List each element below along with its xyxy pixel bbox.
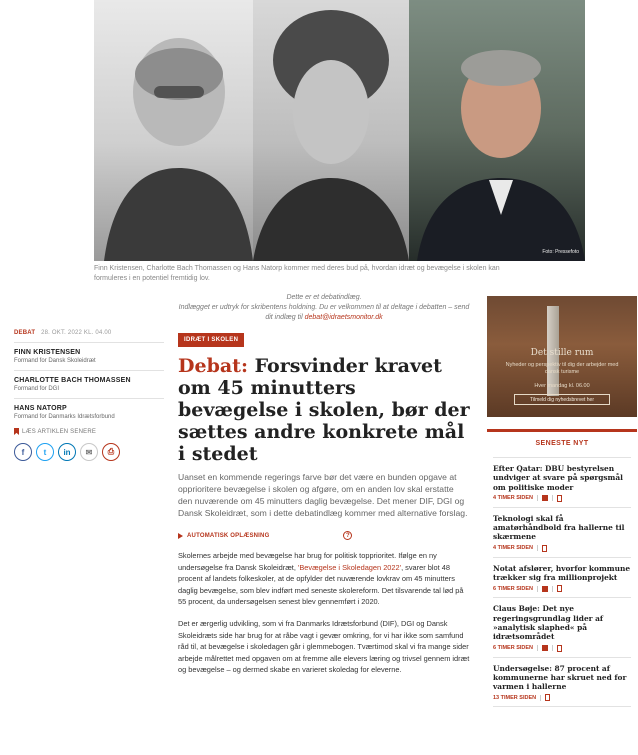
news-item[interactable] — [493, 508, 631, 558]
portrait-hans-natorp — [409, 0, 585, 261]
premium-icon — [542, 586, 548, 592]
portrait-1-figure — [94, 0, 253, 261]
body-paragraph: Det er ærgerlig udvikling, som vi fra Danmarks Idrætsforbund (DIF), DGI og Dansk Skoleidræts side har brug for at råbe vagt i gevær omkring, for vi har ikke som samfund råd til, at bevægelse i skoledagen går i glemmebogen. Tværtimod skal vi fra mange sider arbejde målrettet med opgaven om at fremme alle elevers læring og trivsel gennem idræt og bevægelse – og dermed skabe en varieret skoledag for eleverne. — [178, 618, 470, 675]
lead-paragraph: Uanset en kommende regerings farve bør det være en bunden opgave at opprioritere bevægelse i skolen og afgøre, om en anden lov skal erstatte den nuværende om 45 minutters daglig bevægelse. Det mener DIF, DGI og Dansk Skoleidræt, som i dette debatindlæg kommer med alternative forslag. — [178, 472, 468, 518]
divider — [14, 370, 164, 371]
author-item[interactable] — [14, 377, 164, 392]
ad-title: Det stille rum — [530, 348, 594, 358]
photo-credit: Foto: Pressefoto — [542, 249, 579, 255]
section-tag[interactable]: DEBAT — [14, 330, 36, 336]
news-time: 6 TIMER SIDEN — [493, 585, 534, 592]
article-main — [178, 293, 470, 676]
bookmark-icon — [14, 428, 19, 435]
news-headline[interactable]: Undersøgelse: 87 procent af kommunerne har skruet ned for varmen i hallerne — [493, 663, 627, 692]
author-name[interactable]: HANS NATORP — [14, 405, 67, 412]
debate-note — [178, 293, 470, 323]
author-name[interactable]: CHARLOTTE BACH THOMASSEN — [14, 377, 131, 384]
portrait-charlotte-bach-thomassen — [253, 0, 409, 261]
portrait-2-figure — [253, 0, 409, 261]
audio-player[interactable] — [178, 531, 470, 540]
separator — [537, 645, 538, 651]
hero-image — [94, 0, 585, 261]
news-meta — [493, 495, 631, 502]
separator — [552, 586, 553, 592]
news-time: 4 TIMER SIDEN — [493, 545, 534, 552]
audio-label[interactable]: AUTOMATISK OPLÆSNING — [187, 532, 270, 539]
separator — [537, 495, 538, 501]
debate-note-line1: Dette er et debatindlæg. — [286, 294, 362, 301]
latest-news — [487, 429, 637, 707]
author-role: Formand for Danmarks Idrætsforbund — [14, 414, 115, 420]
share-bar — [14, 443, 164, 461]
author-name[interactable]: FINN KRISTENSEN — [14, 349, 81, 356]
body-p1-start: Skolernes arbejde med bevægelse har brug for politisk topprioritet. Ifølge en ny undersøgelse fra Dansk Skoleidræt, — [178, 551, 437, 572]
author-item[interactable] — [14, 349, 164, 364]
portrait-3-figure — [409, 0, 585, 261]
read-later-label: LÆS ARTIKLEN SENERE — [22, 428, 97, 435]
news-meta — [493, 545, 631, 552]
divider — [14, 398, 164, 399]
news-item[interactable] — [493, 598, 631, 657]
news-time: 6 TIMER SIDEN — [493, 645, 534, 652]
linkedin-share-icon[interactable]: in — [58, 443, 76, 461]
ad-signup-button[interactable]: Tilmeld dig nyhedsbrevet her — [514, 394, 610, 405]
bookmark-icon[interactable] — [542, 545, 547, 552]
bookmark-icon[interactable] — [545, 694, 550, 701]
bookmark-icon[interactable] — [557, 645, 562, 652]
debate-email-link[interactable]: debat@idraetsmonitor.dk — [304, 314, 383, 321]
article-meta — [14, 330, 164, 336]
separator — [552, 495, 553, 501]
news-time: 4 TIMER SIDEN — [493, 495, 534, 502]
news-time: 13 TIMER SIDEN — [493, 694, 537, 701]
body-paragraph — [178, 550, 470, 608]
premium-icon — [542, 495, 548, 501]
news-item[interactable] — [493, 458, 631, 508]
latest-news-title: SENESTE NYT — [493, 432, 631, 458]
ad-schedule: Hver mandag kl. 06.00 — [534, 383, 590, 389]
twitter-share-icon[interactable]: t — [36, 443, 54, 461]
print-icon[interactable]: ⎙ — [102, 443, 120, 461]
news-headline[interactable]: Teknologi skal få amatørhåndbold fra hallerne til skærmene — [493, 513, 625, 542]
article-sidebar — [14, 330, 164, 461]
news-headline[interactable]: Notat afslører, hvorfor kommune trækker sig fra millionprojekt — [493, 563, 631, 583]
bookmark-icon[interactable] — [557, 585, 562, 592]
news-meta — [493, 694, 631, 701]
portrait-finn-kristensen — [94, 0, 253, 261]
news-item[interactable] — [493, 658, 631, 708]
newsletter-ad[interactable] — [487, 296, 637, 417]
headline-prefix: Debat: — [178, 355, 248, 377]
ad-subtitle: Nyheder og perspektiv til dig der arbejder med dansk turisme — [505, 362, 619, 375]
kicker-label[interactable]: IDRÆT I SKOLEN — [178, 333, 244, 347]
separator — [537, 586, 538, 592]
news-meta — [493, 645, 631, 652]
author-role: Formand for Dansk Skoleidræt — [14, 358, 96, 364]
separator — [537, 545, 538, 551]
news-headline[interactable]: Claus Bøje: Det nye regeringsgrundlag lider af »analytisk slaphed« på idrætsområdet — [493, 604, 604, 642]
headline — [178, 355, 470, 465]
play-icon[interactable] — [178, 533, 183, 539]
image-caption: Finn Kristensen, Charlotte Bach Thomassen og Hans Natorp kommer med deres bud på, hvordan idræt og bevægelse i skolen kan formuleres i en potentiel fremtidig lov. — [94, 265, 500, 282]
news-meta — [493, 585, 631, 592]
mail-share-icon[interactable]: ✉ — [80, 443, 98, 461]
news-item[interactable] — [493, 558, 631, 599]
author-item[interactable] — [14, 405, 164, 420]
survey-link[interactable]: 'Bevægelse i Skoledagen 2022' — [297, 562, 402, 572]
separator — [540, 695, 541, 701]
headline-text: Forsvinder kravet om 45 minutters bevægelse i skolen, bør der sættes andre konkrete mål i stedet — [178, 355, 470, 465]
author-role: Formand for DGI — [14, 386, 60, 392]
premium-icon — [542, 645, 548, 651]
read-later-button[interactable] — [14, 428, 164, 435]
publish-date: 28. OKT. 2022 KL. 04.00 — [41, 330, 112, 336]
separator — [552, 645, 553, 651]
body-p1-end: , svarer blot 48 procent af landets folkeskoler, at de opfylder det nuværende lovkrav om 45 minutters daglig bevægelse, som blev indført med seneste skolereform. Det tilsvarende tal lød på 55 procent, da undersøgelsen senest blev gennemført i 2020. — [178, 562, 464, 607]
bookmark-icon[interactable] — [557, 495, 562, 502]
facebook-share-icon[interactable]: f — [14, 443, 32, 461]
help-icon[interactable]: ? — [343, 531, 352, 540]
news-headline[interactable]: Efter Qatar: DBU bestyrelsen undviger at svare på spørgsmål om politiske moder — [493, 464, 623, 492]
divider — [14, 342, 164, 343]
debate-note-line2: Indlægget er udtryk for skribentens holdning. Du er velkommen til at deltage i debatten – send dit indlæg til — [178, 304, 470, 321]
